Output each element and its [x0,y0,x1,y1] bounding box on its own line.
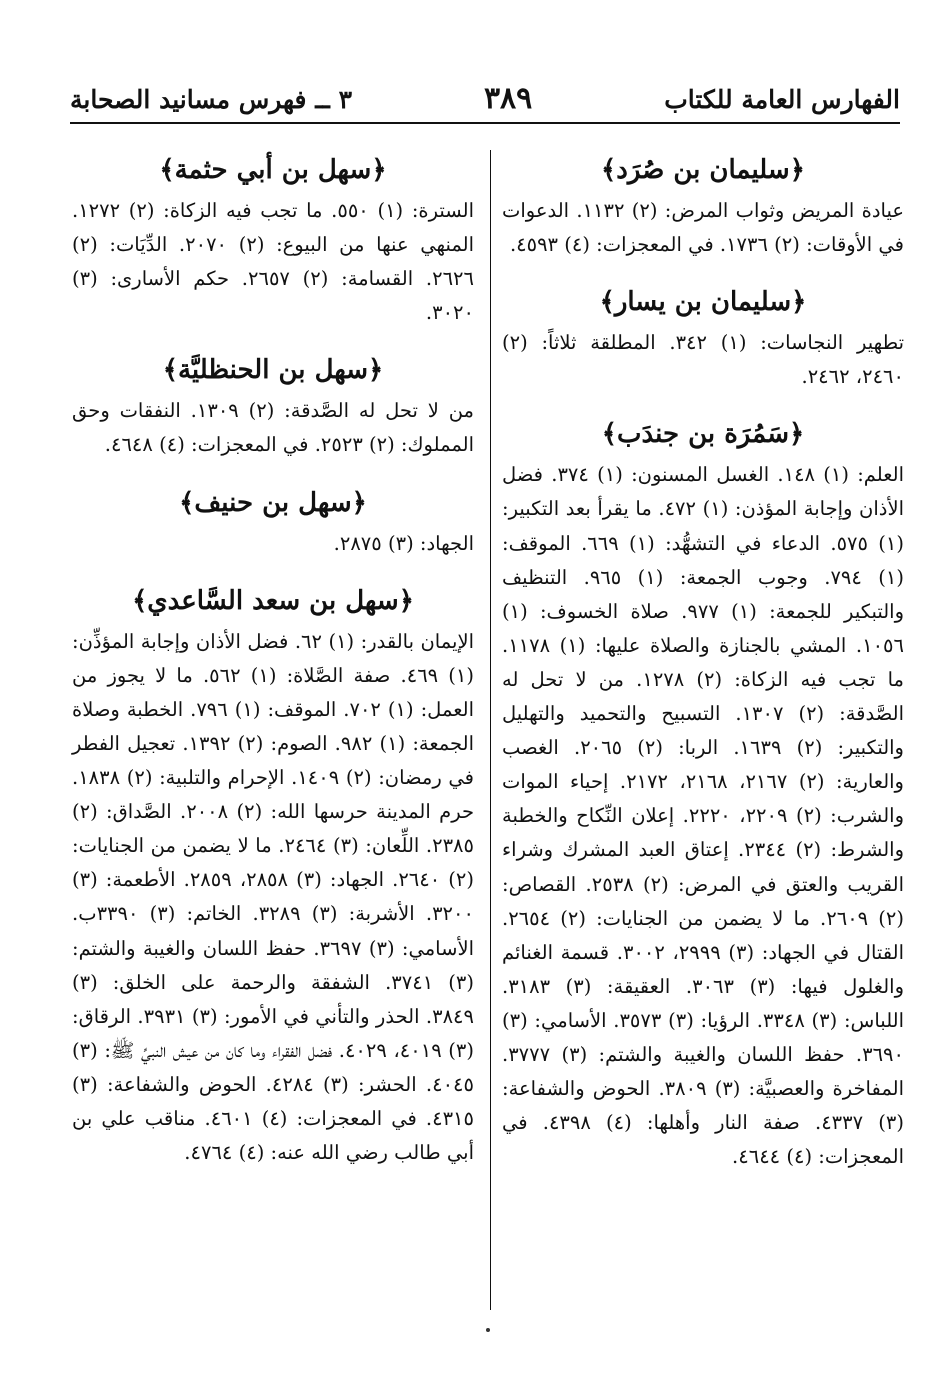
entry-title: ﴿سهل بن أبي حثمة﴾ [159,155,387,185]
index-entry [72,483,474,561]
index-entry [502,414,904,1174]
index-section-title: ٣ ــ فهرس مسانيد الصحابة [70,85,352,114]
entry-body: السترة: (١) ٥٥٠. ما تجب فيه الزكاة: (٢) ١٢٧٢. المنهي عنها من البيوع: (٢) ٢٠٧٠. الدِّيَات: (٢) ٢٦٢٦. القسامة: (٢) ٢٦٥٧. حكم الأسارى: (٣) ٣٠٢٠. [72,199,475,325]
index-entry [502,282,904,394]
page-number: ٣٨٩ [483,81,533,116]
entry-body: عيادة المريض وثواب المرض: (٢) ١١٣٢. الدعوات في الأوقات: (٢) ١٧٣٦. في المعجزات: (٤) ٤٥٩٣. [502,199,904,257]
index-entry [502,150,904,262]
entry-title: ﴿سَمُرَة بن جندَب﴾ [601,419,805,450]
entry-title: ﴿سهل بن سعد السَّاعدي﴾ [132,585,414,616]
page-header [70,72,900,124]
right-column [502,150,904,1194]
entry-title: ﴿سليمان بن صُرَد﴾ [601,155,805,185]
entry-body: العلم: (١) ١٤٨. الغسل المسنون: (١) ٣٧٤. فضل الأذان وإجابة المؤذن: (١) ٤٧٢. ما يقرأ بعد التكبير: (١) ٥٧٥. الدعاء في التشهُّد: (١) ٦٦٩. الموقف: (١) ٧٩٤. وجوب الجمعة: (١) ٩٦٥. التنظيف والتبكير للجمعة: (١) ٩٧٧. صلاة الخسوف: (١) ١٠٥٦. المشي بالجنازة والصلاة عليها: (١) ١١٧٨. ما تجب فيه الزكاة: (٢) ١٢٧٨. من لا تحل له الصَّدقة: (٢) ١٣٠٧. التسبيح والتحميد والتهليل والتكبير: (٢) ١٦٣٩. الربا: (٢) ٢٠٦٥. الغصب والعارية: (٢) ٢١٦٧، ٢١٦٨، ٢١٧٢. إحياء الموات والشرب: (٢) ٢٢٠٩، ٢٢٢٠. إعلان النِّكاح والخطبة والشرط: (٢) ٢٣٤٤. إعتاق العبد المشرك وشراء القريب والعتق في المرض: (٢) ٢٥٣٨. القصاص: (٢) ٢٦٠٩. ما لا يضمن من الجنايات: (٢) ٢٦٥٤. القتال في الجهاد: (٣) ٢٩٩٩، ٣٠٠٢. قسمة الغنائم والغلول فيها: (٣) ٣٠٦٣. العقيقة: (٣) ٣١٨٣. اللباس: (٣) ٣٣٤٨. الرؤيا: (٣) ٣٥٧٣. الأسامي: (٣) ٣٦٩٠. حفظ اللسان والغيبة والشتم: (٣) ٣٧٧٧. المفاخرة والعصبيَّة: (٣) ٣٨٠٩. الحوض والشفاعة: (٣) ٤٣٣٧. صفة النار وأهلها: (٤) ٤٣٩٨. في المعجزات: (٤) ٤٦٤٤. [502,463,905,1169]
column-divider [490,150,491,1310]
entry-body: الجهاد: (٣) ٢٨٧٥. [333,531,474,555]
entry-title: ﴿سهل بن حنيف﴾ [179,487,367,518]
footer-dot [486,1328,490,1332]
entry-body: تطهير النجاسات: (١) ٣٤٢. المطلقة ثلاثاً: (٢) ٢٤٦٠، ٢٤٦٢. [502,331,905,389]
index-entry [72,150,474,330]
entry-title: ﴿سهل بن الحنظليَّة﴾ [162,355,384,386]
index-entry [72,581,474,1171]
entry-body: من لا تحل له الصَّدقة: (٢) ١٣٠٩. النفقات وحق المملوك: (٢) ٢٥٢٣. في المعجزات: (٤) ٤٦٤٨. [72,399,474,457]
entry-title: ﴿سليمان بن يسار﴾ [599,287,807,318]
book-section-title: الفهارس العامة للكتاب [664,85,900,114]
index-entry [72,350,474,462]
left-column [72,150,474,1190]
entry-body: الإيمان بالقدر: (١) ٦٢. فضل الأذان وإجابة المؤذِّن: (١) ٤٦٩. صفة الصَّلاة: (١) ٥٦٢. ما لا يجوز من العمل: (١) ٧٠٢. الموقف: (١) ٧٩٦. الخطبة وصلاة الجمعة: (١) ٩٨٢. الصوم: (٢) ١٣٩٢. تعجيل الفطر في رمضان: (٢) ١٤٠٩. الإحرام والتلبية: (٢) ١٨٣٨. حرم المدينة حرسها الله: (٢) ٢٠٠٨. الصَّداق: (٢) ٢٣٨٥. اللِّعان: (٣) ٢٤٦٤. ما لا يضمن من الجنايات: (٢) ٢٦٤٠. الجهاد: (٣) ٢٨٥٨، ٢٨٥٩. الأطعمة: (٣) ٣٢٠٠. الأشربة: (٣) ٣٢٨٩. الخاتم: (٣) ٣٣٩٠ب. الأسامي: (٣) ٣٦٩٧. حفظ اللسان والغيبة والشتم: (٣) ٣٧٤١. الشفقة والرحمة على الخلق: (٣) ٣٨٤٩. الحذر والتأني في الأمور: (٣) ٣٩٣١. الرقاق: (٣) ٤٠١٩، ٤٠٢٩. فضل الفقراء وما كان من عيش النبيِّ ﷺ: (٣) ٤٠٤٥. الحشر: (٣) ٤٢٨٤. الحوض والشفاعة: (٣) ٤٣١٥. في المعجزات: (٤) ٤٦٠١. مناقب علي بن أبي طالب رضي الله عنه: (٤) ٤٧٦٤. [72,629,475,1165]
